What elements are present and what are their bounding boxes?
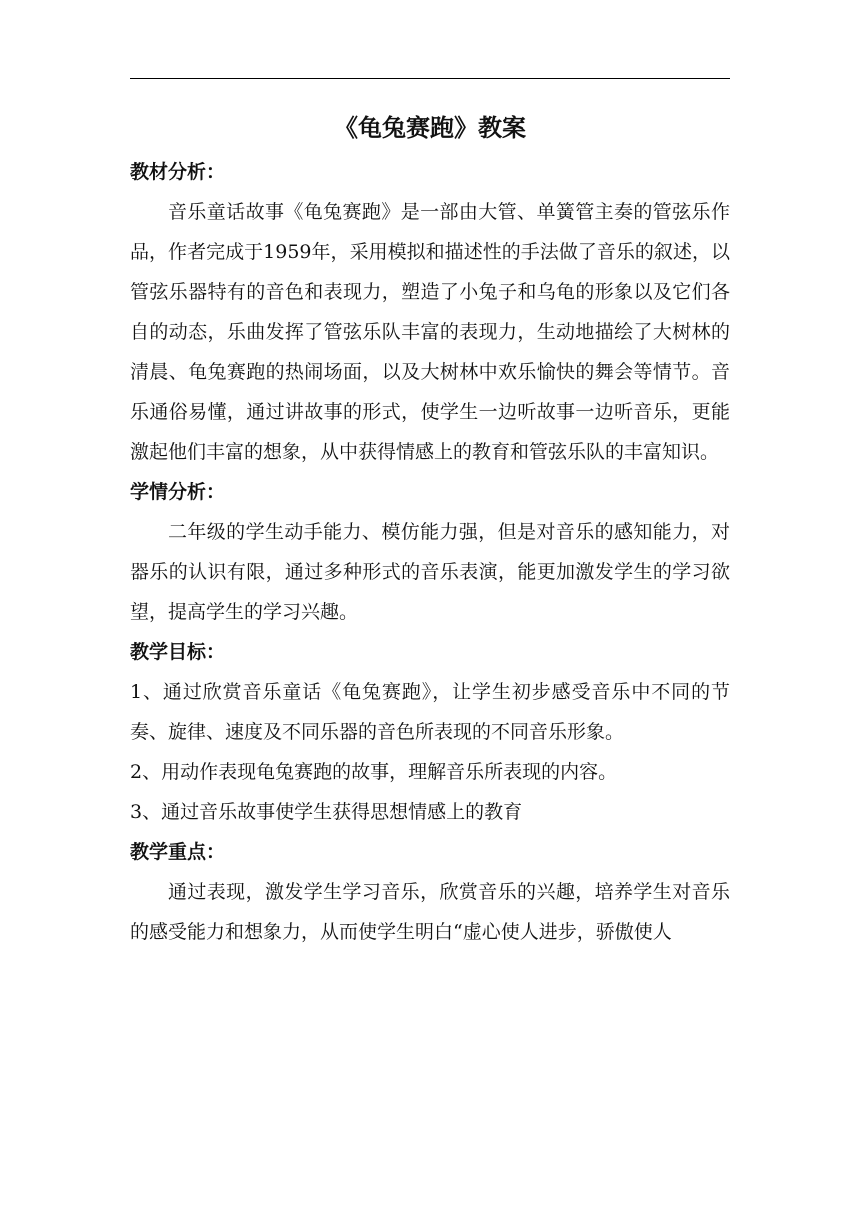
goal-item: 3、通过音乐故事使学生获得思想情感上的教育	[130, 801, 523, 823]
document-body	[130, 106, 730, 952]
goal-item: 1、通过欣赏音乐童话《龟兔赛跑》，让学生初步感受音乐中不同的节奏、旋律、速度及不同乐器的音色所表现的不同音乐形象。	[130, 681, 730, 743]
section-text-material: 音乐童话故事《龟兔赛跑》是一部由大管、单簧管主奏的管弦乐作品，作者完成于1959年，采用模拟和描述性的手法做了音乐的叙述，以管弦乐器特有的音色和表现力，塑造了小兔子和乌龟的形象以及它们各自的动态，乐曲发挥了管弦乐队丰富的表现力，生动地描绘了大树林的清晨、龟兔赛跑的热闹场面，以及大树林中欢乐愉快的舞会等情节。音乐通俗易懂，通过讲故事的形式，使学生一边听故事一边听音乐，更能激起他们丰富的想象，从中获得情感上的教育和管弦乐队的丰富知识。	[130, 201, 730, 463]
section-heading-focus: 教学重点：	[130, 841, 226, 863]
document-title: 《龟兔赛跑》教案	[334, 114, 526, 142]
header-rule	[130, 78, 730, 79]
section-heading-material: 教材分析：	[130, 161, 226, 183]
section-heading-students: 学情分析：	[130, 481, 226, 503]
section-text-focus: 通过表现，激发学生学习音乐，欣赏音乐的兴趣，培养学生对音乐的感受能力和想象力，从而使学生明白“虚心使人进步，骄傲使人	[130, 881, 730, 943]
section-text-students: 二年级的学生动手能力、模仿能力强，但是对音乐的感知能力，对器乐的认识有限，通过多种形式的音乐表演，能更加激发学生的学习欲望，提高学生的学习兴趣。	[130, 521, 730, 623]
section-heading-goals: 教学目标：	[130, 641, 226, 663]
goal-item: 2、用动作表现龟兔赛跑的故事，理解音乐所表现的内容。	[130, 761, 618, 783]
